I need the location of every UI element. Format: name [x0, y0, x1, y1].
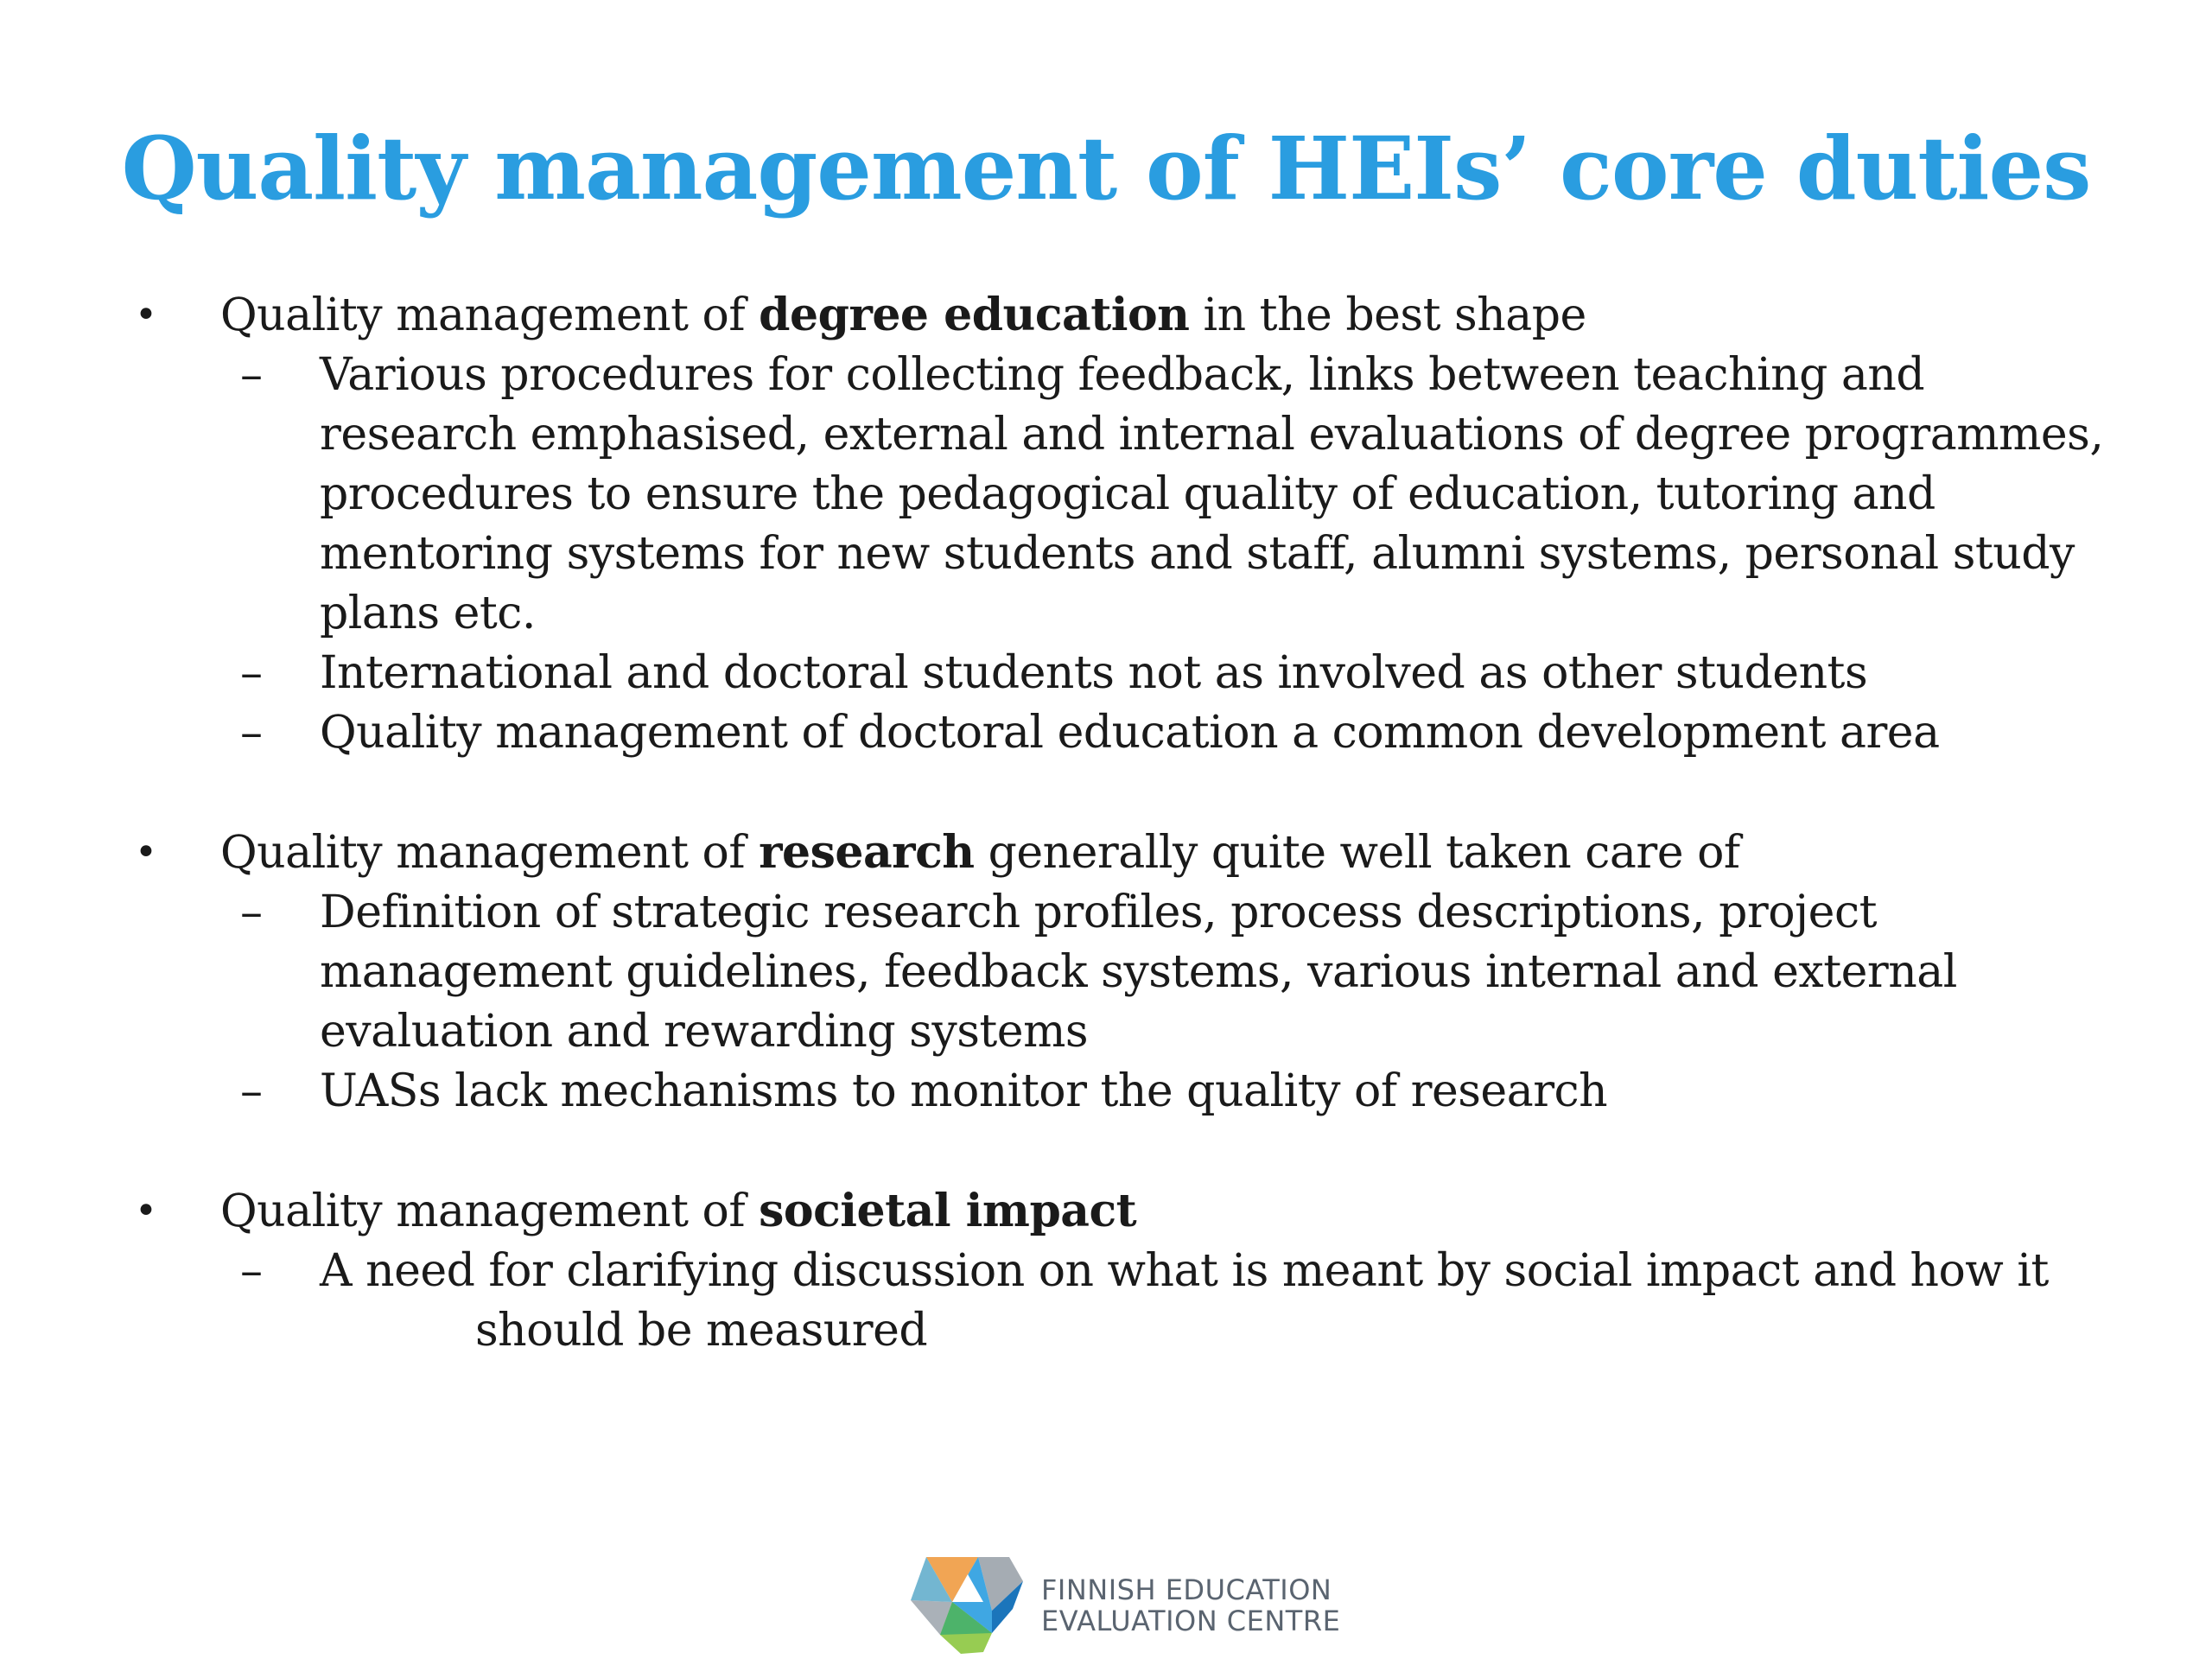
dash-mark: –	[240, 647, 263, 699]
dash-mark: –	[240, 349, 263, 401]
bullet-degree-education	[130, 285, 2117, 346]
spacer	[130, 763, 2117, 823]
logo-line-2: EVALUATION CENTRE	[1041, 1605, 1341, 1637]
sub-item-text: Quality management of doctoral education a common development area	[320, 707, 1940, 759]
bullet-suffix: in the best shape	[1189, 289, 1586, 341]
bullet-bold-term: societal impact	[759, 1185, 1137, 1237]
sub-item	[130, 644, 2117, 703]
bullet-mark: •	[135, 293, 157, 337]
dash-mark: –	[240, 707, 263, 759]
sub-item-continuation: should be measured	[475, 1305, 928, 1357]
sub-item	[130, 1062, 2117, 1122]
sub-item	[130, 703, 2117, 763]
sub-item-text: International and doctoral students not as involved as other students	[320, 647, 1868, 699]
sub-item-text: A need for clarifying discussion on what is meant by social impact and how it	[320, 1245, 2049, 1297]
sub-item	[130, 346, 2117, 644]
sub-item	[130, 883, 2117, 1062]
bullet-research	[130, 823, 2117, 883]
bullet-text	[220, 289, 1586, 341]
bullet-text	[220, 1185, 1136, 1237]
sub-item-text: Definition of strategic research profiles, process descriptions, project management guidelines, feedback systems, various internal and external evaluation and rewarding systems	[320, 887, 1957, 1058]
sub-item-text: UASs lack mechanisms to monitor the quality of research	[320, 1065, 1608, 1117]
slide-body	[130, 285, 2117, 1361]
sub-list	[130, 346, 2117, 763]
sub-list	[130, 883, 2117, 1122]
bullet-societal-impact	[130, 1181, 2117, 1242]
bullet-prefix: Quality management of	[220, 289, 760, 341]
slide-title: Quality management of HEIs’ core duties	[121, 118, 2091, 219]
dash-mark: –	[240, 887, 263, 938]
logo-wordmark	[1041, 1574, 1340, 1637]
bullet-text	[220, 827, 1740, 879]
spacer	[130, 1122, 2117, 1181]
dash-mark: –	[240, 1245, 263, 1297]
karvi-triangle-logo-icon	[909, 1552, 1027, 1656]
bullet-bold-term: degree education	[759, 289, 1190, 341]
bullet-bold-term: research	[759, 826, 975, 879]
bullet-suffix: generally quite well taken care of	[974, 827, 1740, 879]
bullet-mark: •	[135, 1189, 157, 1233]
sub-list	[130, 1242, 2117, 1361]
bullet-prefix: Quality management of	[220, 827, 760, 879]
logo-line-1: FINNISH EDUCATION	[1041, 1573, 1332, 1606]
bullet-prefix: Quality management of	[220, 1185, 760, 1237]
sub-item	[130, 1242, 2117, 1361]
dash-mark: –	[240, 1065, 263, 1117]
bullet-mark: •	[135, 830, 157, 874]
sub-item-text: Various procedures for collecting feedback, links between teaching and research emphasised, external and internal evaluations of degree programmes, procedures to ensure the pedagogical quality of education, tutoring and mentoring systems for new students and staff, alumni systems, personal study plans etc.	[320, 349, 2104, 639]
